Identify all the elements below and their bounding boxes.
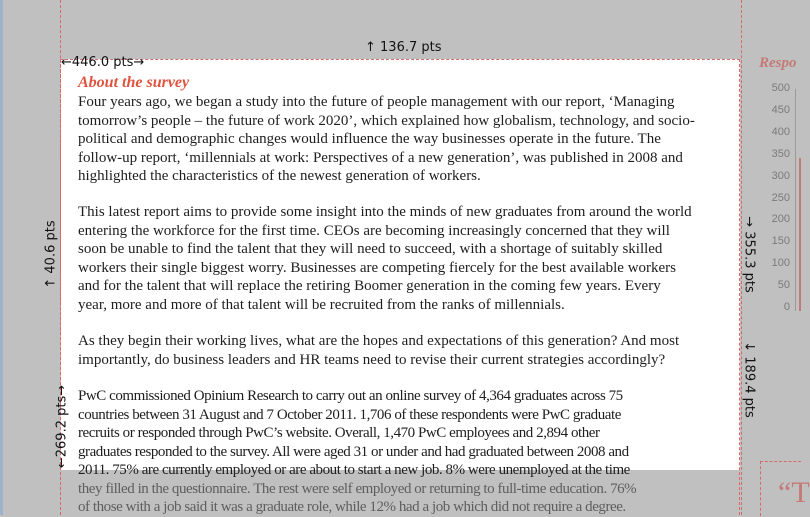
paragraph-4[interactable] bbox=[78, 387, 636, 517]
text-line: follow-up report, ‘millennials at work: Perspectives of a new generation’, was published in 2008 and bbox=[78, 149, 683, 166]
side-chart-bar bbox=[799, 158, 801, 311]
text-line: recruits or responded through PwC’s website. Overall, 1,470 PwC employees and 2,894 other bbox=[78, 425, 600, 441]
side-chart-tick: 500 bbox=[771, 82, 790, 94]
text-line: PwC commissioned Opinium Research to carry out an online survey of 4,364 graduates across 75 bbox=[78, 388, 623, 404]
text-line: Four years ago, we began a study into the future of people management with our report, ‘Managing bbox=[78, 94, 675, 110]
measure-bottom: ↓ 189.4 pts bbox=[741, 341, 757, 418]
text-line: countries between 31 August and 7 October 2011. 1,706 of these respondents were PwC graduate bbox=[78, 406, 621, 423]
paragraph-1[interactable] bbox=[78, 93, 695, 186]
text-line: This latest report aims to provide some insight into the minds of new graduates from around the world bbox=[78, 204, 692, 220]
text-line: political and demographic changes would influence the way businesses operate in the future. The bbox=[78, 131, 661, 147]
side-chart-tick: 300 bbox=[771, 169, 790, 182]
text-line: graduates responded to the survey. All were aged 31 or under and had graduated between 2008 and bbox=[78, 443, 629, 460]
measure-left: ↑ 40.6 pts bbox=[43, 220, 59, 289]
text-line: year, more and more of that talent will be recruited from the ranks of millennials. bbox=[78, 296, 565, 313]
side-chart-tick: 50 bbox=[777, 279, 790, 292]
text-line: workers their single biggest worry. Businesses are competing fiercely for the best available workers bbox=[78, 259, 677, 276]
window-edge bbox=[0, 0, 3, 515]
text-line: of those with a job said it was a graduate role, while 12% had a job which did not require a degree. bbox=[78, 499, 626, 515]
side-chart-tick: 450 bbox=[771, 103, 790, 116]
side-quote: “T bbox=[778, 476, 810, 509]
side-chart-tick: 250 bbox=[771, 191, 790, 204]
measure-right: → 355.3 pts bbox=[741, 216, 757, 293]
paragraph-2[interactable] bbox=[78, 203, 692, 314]
text-line: soon be unable to find the talent that they will need to succeed, with a shortage of suitably skilled bbox=[78, 241, 663, 257]
text-line: highlighted the characteristics of the newest generation of workers. bbox=[78, 168, 481, 184]
text-line: tomorrow’s people – the future of work 2020’, which explained how globalism, technology, and socio- bbox=[78, 112, 695, 129]
text-frame[interactable] bbox=[60, 59, 740, 515]
section-heading: About the survey bbox=[78, 74, 190, 91]
measure-top: ↑ 136.7 pts bbox=[365, 40, 442, 55]
side-chart-axis bbox=[795, 89, 796, 311]
side-chart-title: Respo bbox=[759, 55, 797, 71]
side-chart-tick: 400 bbox=[771, 125, 790, 138]
text-line: 2011. 75% are currently employed or are about to start a new job. 8% were unemployed at the time bbox=[78, 462, 630, 478]
text-line: and for the talent that will replace the retiring Boomer generation in the coming few years. Every bbox=[78, 278, 661, 294]
side-chart-tick: 0 bbox=[783, 301, 790, 313]
side-chart-tick: 100 bbox=[771, 257, 790, 270]
measure-height: ←269.2 pts→ bbox=[54, 384, 70, 469]
text-line: entering the workforce for the first time. CEOs are becoming increasingly concerned that they will bbox=[78, 222, 670, 239]
side-chart-tick: 150 bbox=[771, 235, 790, 248]
paragraph-3[interactable] bbox=[78, 332, 679, 369]
text-line: they filled in the questionnaire. The rest were self employed or returning to full-time education. 76% bbox=[78, 480, 637, 497]
side-chart-tick: 350 bbox=[771, 147, 790, 160]
side-chart-tick: 200 bbox=[771, 213, 790, 226]
text-line: As they begin their working lives, what are the hopes and expectations of this generation? And most bbox=[78, 333, 680, 349]
measure-width: ←446.0 pts→ bbox=[61, 55, 145, 70]
text-line: importantly, do business leaders and HR teams need to revise their current strategies accordingly? bbox=[78, 351, 666, 368]
